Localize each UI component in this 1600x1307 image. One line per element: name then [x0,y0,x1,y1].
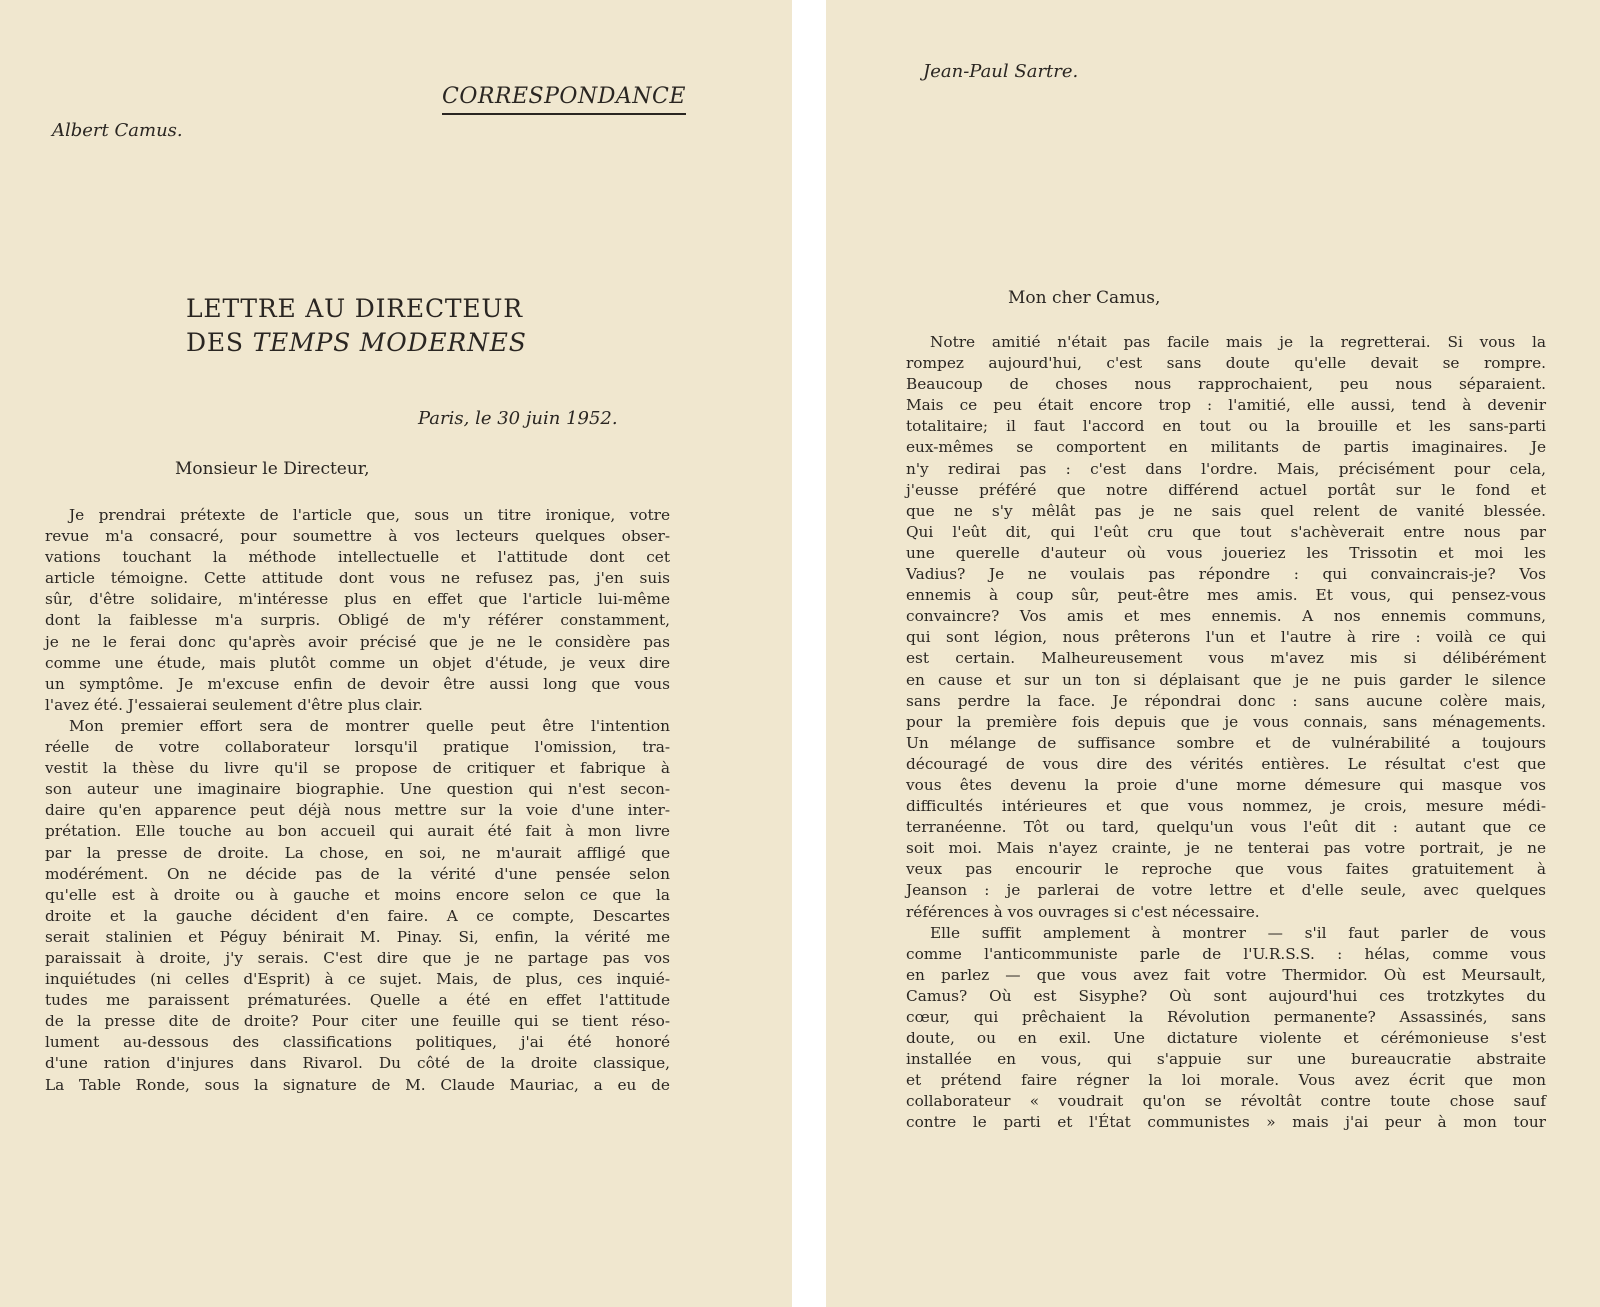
text-line: Beaucoup de choses nous rapprochaient, peu nous séparaient. [906,375,1546,394]
heading-line-2 [186,326,527,360]
text-line: Un mélange de suffisance sombre et de vulnérabilité a toujours [906,733,1546,752]
text-line: Camus? Où est Sisyphe? Où sont aujourd'hui ces trotzkytes du [906,986,1546,1005]
letter-body-right [906,332,1546,1134]
text-line: Elle suffit amplement à montrer — s'il faut parler de vous [930,923,1546,942]
text-line: Qui l'eût dit, qui l'eût cru que tout s'achèverait entre nous par [906,522,1546,541]
text-line: paraissait à droite, j'y serais. C'est dire que je ne partage pas vos [45,948,670,967]
text-line: modérément. On ne décide pas de la vérité d'une pensée selon [45,864,670,883]
text-line: Jeanson : je parlerai de votre lettre et d'elle seule, avec quelques [906,881,1546,900]
text-line: vestit la thèse du livre qu'il se propose de critiquer et fabrique à [45,759,670,778]
text-line: prétation. Elle touche au bon accueil qui aurait été fait à mon livre [45,822,670,841]
heading-line-1: LETTRE AU DIRECTEUR [186,294,523,323]
text-line: Mon premier effort sera de montrer quelle peut être l'intention [69,716,670,735]
text-line: vous êtes devenu la proie d'une morne démesure qui masque vos [906,775,1546,794]
text-line: l'avez été. J'essaierai seulement d'être plus clair. [45,695,423,714]
text-line: difficultés intérieures et que vous nommez, je crois, mesure médi- [906,797,1546,816]
text-line: comme une étude, mais plutôt comme un objet d'étude, je veux dire [45,653,670,672]
text-line: en parlez — que vous avez fait votre Thermidor. Où est Meursault, [906,965,1546,984]
text-line: vations touchant la méthode intellectuelle et l'attitude dont cet [45,548,670,567]
text-line: terranéenne. Tôt ou tard, quelqu'un vous l'eût dit : autant que ce [906,818,1546,837]
text-line: que ne s'y mêlât pas je ne sais quel relent de vanité blessée. [906,501,1546,520]
salutation-right: Mon cher Camus, [1008,288,1161,308]
text-line: son auteur une imaginaire biographie. Une question qui n'est secon- [45,780,670,799]
text-line: qui sont légion, nous prêterons l'un et l'autre à rire : voilà ce qui [906,628,1546,647]
text-line: un symptôme. Je m'excuse enfin de devoir être aussi long que vous [45,674,670,693]
text-line: soit moi. Mais n'ayez crainte, je ne tenterai pas votre portrait, je ne [906,839,1546,858]
text-line: veux pas encourir le reproche que vous faites gratuitement à [906,860,1546,879]
author-name-left: Albert Camus. [52,120,183,141]
text-line: pour la première fois depuis que je vous connais, sans ménagements. [906,712,1546,731]
text-line: découragé de vous dire des vérités entières. Le résultat c'est que [906,754,1546,773]
text-line: droite et la gauche décident d'en faire. A ce compte, Descartes [45,906,670,925]
text-line: tudes me paraissent prématurées. Quelle a été en effet l'attitude [45,991,670,1010]
text-line: revue m'a consacré, pour soumettre à vos lecteurs quelques obser- [45,527,670,546]
text-line: inquiétudes (ni celles d'Esprit) à ce sujet. Mais, de plus, ces inquié- [45,970,670,989]
text-line: serait stalinien et Péguy bénirait M. Pinay. Si, enfin, la vérité me [45,927,670,946]
text-line: Notre amitié n'était pas facile mais je la regretterai. Si vous la [930,333,1546,351]
text-line: je ne le ferai donc qu'après avoir précisé que je ne le considère pas [45,632,670,651]
heading-line-2-italic: TEMPS MODERNES [252,328,527,357]
text-line: Je prendrai prétexte de l'article que, sous un titre ironique, votre [69,506,670,524]
text-line: réelle de votre collaborateur lorsqu'il pratique l'omission, tra- [45,738,670,757]
text-line: cœur, qui prêchaient la Révolution permanente? Assassinés, sans [906,1008,1546,1026]
text-line: Mais ce peu était encore trop : l'amitié, elle aussi, tend à devenir [906,396,1546,415]
text-line: La Table Ronde, sous la signature de M. Claude Mauriac, a eu de [45,1075,670,1094]
text-line: d'une ration d'injures dans Rivarol. Du côté de la droite classique, [45,1054,670,1073]
text-line: lument au-dessous des classifications politiques, j'ai été honoré [45,1033,670,1052]
section-title: CORRESPONDANCE [442,84,686,115]
text-line: qu'elle est à droite ou à gauche et moins encore selon ce que la [45,885,670,904]
text-line: daire qu'en apparence peut déjà nous mettre sur la voie d'une inter- [45,801,670,820]
dateline: Paris, le 30 juin 1952. [418,408,618,429]
author-name-right: Jean-Paul Sartre. [923,61,1079,82]
text-line: convaincre? Vos amis et mes ennemis. A nos ennemis communs, [906,607,1546,626]
text-line: eux-mêmes se comportent en militants de partis imaginaires. Je [906,438,1546,457]
text-line: en cause et sur un ton si déplaisant que je ne puis garder le silence [906,670,1546,689]
text-line: est certain. Malheureusement vous m'avez mis si délibérément [906,649,1546,668]
text-line: et prétend faire régner la loi morale. Vous avez écrit que mon [906,1071,1546,1090]
letter-body-left [45,505,670,1096]
text-line: j'eusse préféré que notre différend actuel portât sur le fond et [906,480,1546,499]
text-line: collaborateur « voudrait qu'on se révoltât contre toute chose sauf [906,1092,1546,1111]
text-line: sans perdre la face. Je répondrai donc : sans aucune colère mais, [906,691,1546,710]
text-line: Vadius? Je ne voulais pas répondre : qui convaincrais-je? Vos [906,565,1546,584]
text-line: comme l'anticommuniste parle de l'U.R.S.S. : hélas, comme vous [906,944,1546,963]
left-page [0,0,792,1307]
text-line: ennemis à coup sûr, peut-être mes amis. Et vous, qui pensez-vous [906,586,1546,605]
text-line: installée en vous, qui s'appuie sur une bureaucratie abstraite [906,1050,1546,1069]
text-line: sûr, d'être solidaire, m'intéresse plus en effet que l'article lui-même [45,590,670,609]
text-line: article témoigne. Cette attitude dont vous ne refusez pas, j'en suis [45,569,670,588]
salutation-left: Monsieur le Directeur, [175,459,370,479]
letter-heading [186,292,527,360]
text-line: contre le parti et l'État communistes » mais j'ai peur à mon tour [906,1113,1546,1132]
text-line: rompez aujourd'hui, c'est sans doute qu'elle devait se rompre. [906,354,1546,373]
text-line: n'y redirai pas : c'est dans l'ordre. Mais, précisément pour cela, [906,459,1546,478]
text-line: totalitaire; il faut l'accord en tout ou la brouille et les sans-parti [906,417,1546,436]
text-line: dont la faiblesse m'a surpris. Obligé de m'y référer constamment, [45,611,670,630]
heading-line-2-prefix: DES [186,328,253,357]
text-line: doute, ou en exil. Une dictature violente et cérémonieuse s'est [906,1029,1546,1048]
right-page [826,0,1600,1307]
text-line: une querelle d'auteur où vous joueriez les Trissotin et moi les [906,543,1546,562]
text-line: références à vos ouvrages si c'est nécessaire. [906,902,1260,921]
text-line: par la presse de droite. La chose, en soi, ne m'aurait affligé que [45,843,670,862]
text-line: de la presse dite de droite? Pour citer une feuille qui se tient réso- [45,1012,670,1031]
